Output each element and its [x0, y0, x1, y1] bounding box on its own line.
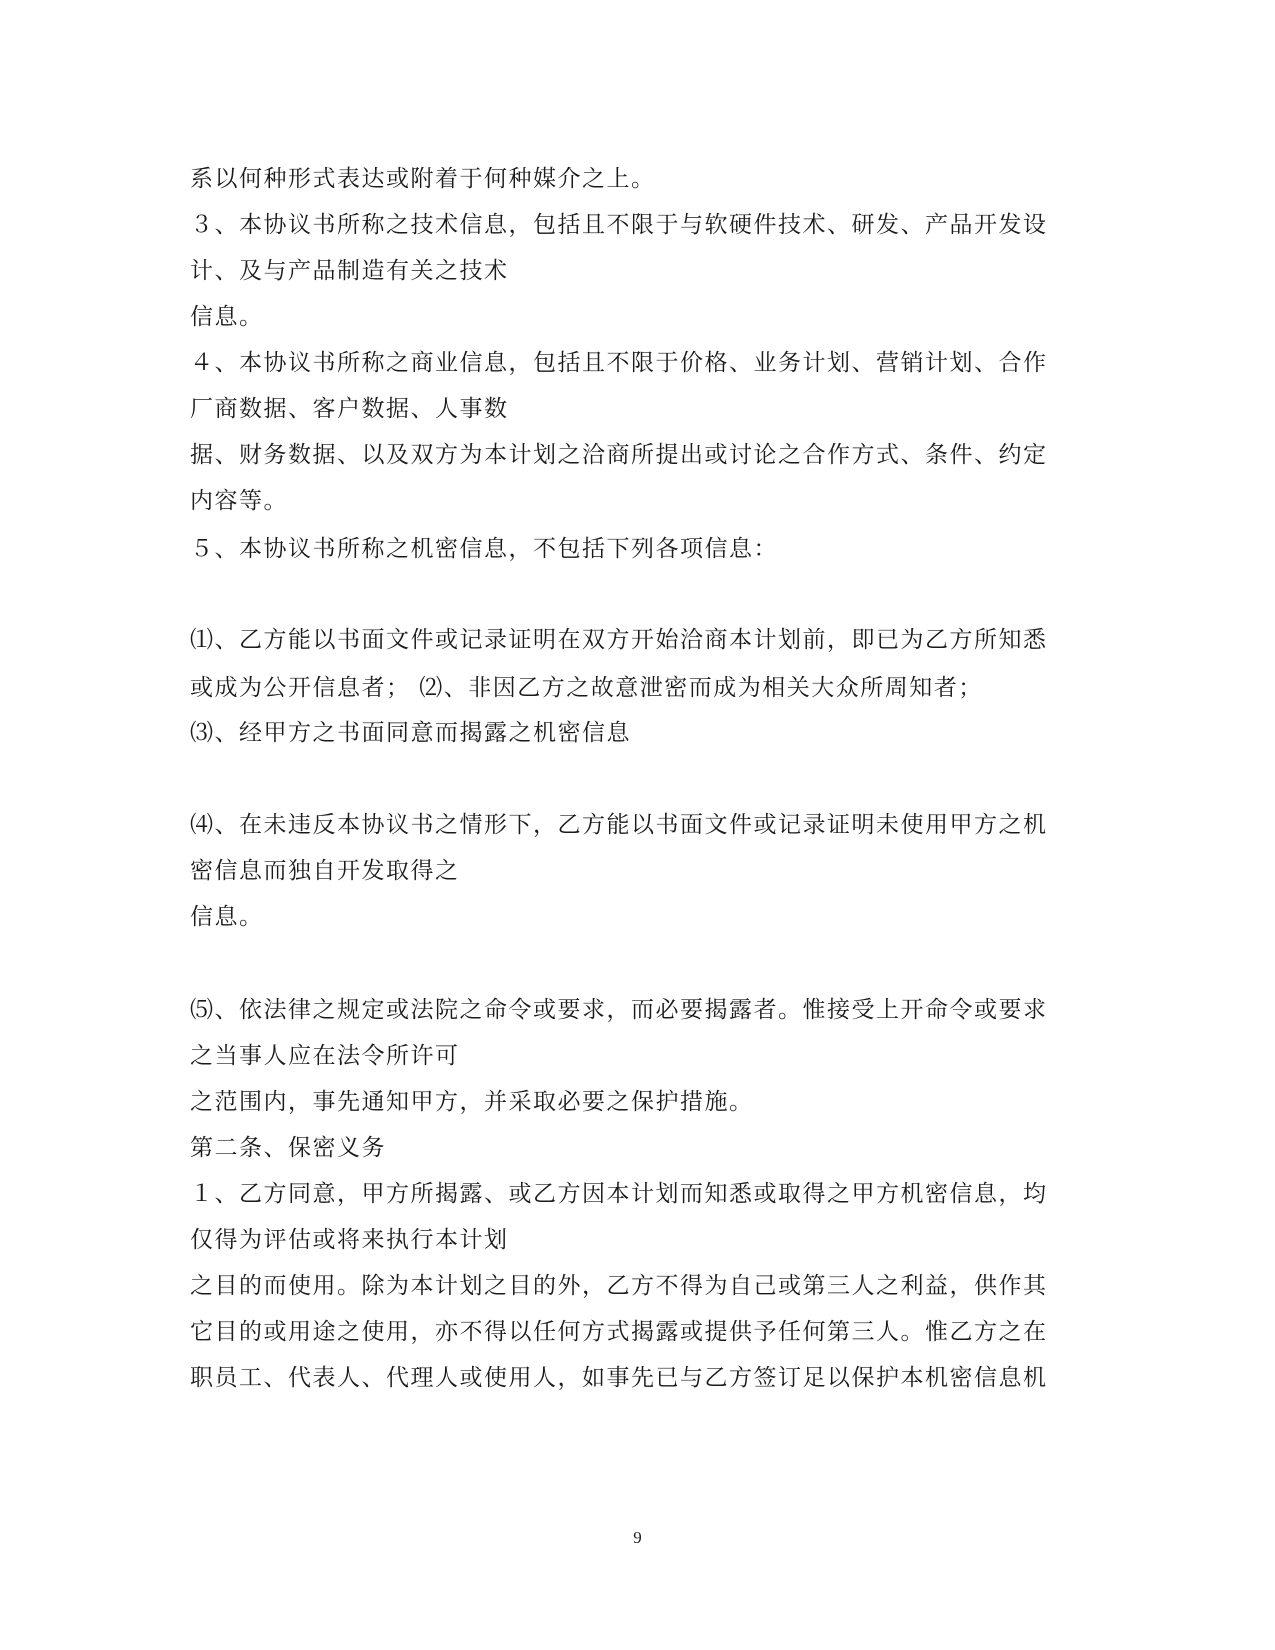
text-line: 计、及与产品制造有关之技术 — [190, 258, 509, 284]
text-line: 密信息而独自开发取得之 — [190, 858, 460, 884]
text-line: 据、财务数据、以及双方为本计划之洽商所提出或讨论之合作方式、条件、约定 — [190, 442, 1048, 468]
text-line: 内容等。 — [190, 488, 288, 514]
text-line: 仅得为评估或将来执行本计划 — [190, 1227, 509, 1253]
page-number: 9 — [633, 1528, 642, 1547]
text-line: ⑸、依法律之规定或法院之命令或要求，而必要揭露者。惟接受上开命令或要求 — [190, 997, 1048, 1023]
text-line: ３、本协议书所称之技术信息，包括且不限于与软硬件技术、研发、产品开发设 — [190, 212, 1048, 238]
text-line: 信息。 — [190, 904, 264, 930]
text-line: 或成为公开信息者； ⑵、非因乙方之故意泄密而成为相关大众所周知者； — [190, 675, 983, 701]
text-line: 之目的而使用。除为本计划之目的外，乙方不得为自己或第三人之利益，供作其 — [190, 1273, 1048, 1299]
text-line: ５、本协议书所称之机密信息，不包括下列各项信息： — [190, 536, 778, 562]
text-line: 信息。 — [190, 304, 264, 330]
text-line: 系以何种形式表达或附着于何种媒介之上。 — [190, 166, 656, 192]
text-line: １、乙方同意，甲方所揭露、或乙方因本计划而知悉或取得之甲方机密信息，均 — [190, 1181, 1048, 1207]
text-line: ⑴、乙方能以书面文件或记录证明在双方开始洽商本计划前，即已为乙方所知悉 — [190, 627, 1048, 653]
section-heading: 第二条、保密义务 — [190, 1135, 386, 1161]
text-line: 职员工、代表人、代理人或使用人，如事先已与乙方签订足以保护本机密信息机 — [190, 1365, 1048, 1391]
text-line: ⑷、在未违反本协议书之情形下，乙方能以书面文件或记录证明未使用甲方之机 — [190, 812, 1048, 838]
text-line: ４、本协议书所称之商业信息，包括且不限于价格、业务计划、营销计划、合作 — [190, 350, 1048, 376]
text-line: ⑶、经甲方之书面同意而揭露之机密信息 — [190, 720, 631, 746]
text-line: 厂商数据、客户数据、人事数 — [190, 396, 509, 422]
text-line: 它目的或用途之使用，亦不得以任何方式揭露或提供予任何第三人。惟乙方之在 — [190, 1319, 1048, 1345]
text-line: 之范围内，事先通知甲方，并采取必要之保护措施。 — [190, 1089, 754, 1115]
text-line: 之当事人应在法令所许可 — [190, 1043, 460, 1069]
